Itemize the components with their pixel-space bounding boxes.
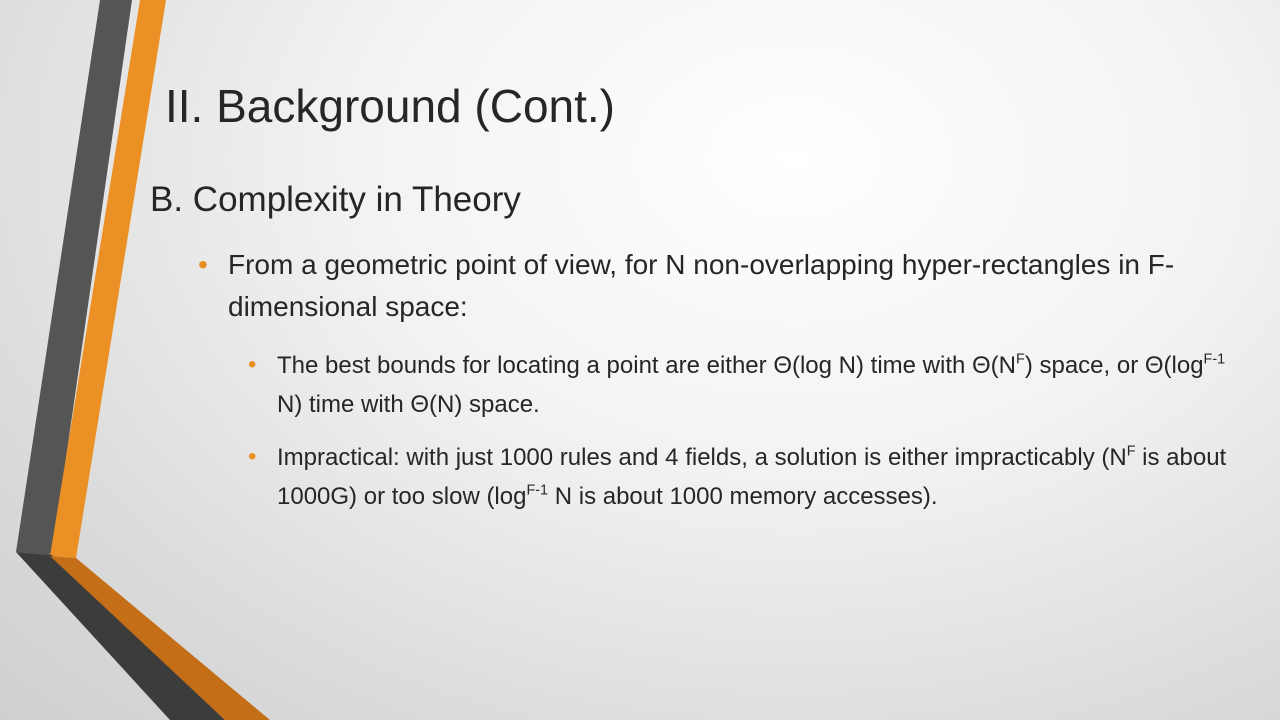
sub-bullet-impractical — [248, 438, 1237, 516]
sub-bullet-text-part-2: is about 1000G) or too slow (log — [277, 444, 1227, 510]
superscript-F-1: F-1 — [1203, 351, 1226, 368]
bullet-dot-icon: • — [248, 443, 257, 470]
sub-bullet-text-part-3: N) time with Θ(N) space. — [277, 391, 540, 418]
sub-bullet-text-part-1: Impractical: with just 1000 rules and 4 fields, a solution is either impracticably (N — [277, 444, 1127, 471]
slide-subheading: B. Complexity in Theory — [150, 180, 521, 219]
sub-bullet-text-part-3: N is about 1000 memory accesses). — [548, 483, 938, 510]
superscript-F: F — [1016, 351, 1025, 368]
bullet-dot-icon: • — [248, 351, 257, 378]
bullet-dot-icon: • — [198, 249, 208, 280]
bullet-geometric-view — [198, 244, 1208, 328]
superscript-F-1: F-1 — [526, 482, 549, 499]
bullet-text: From a geometric point of view, for N non-overlapping hyper-rectangles in F-dimensional space: — [228, 249, 1175, 322]
sub-bullet-text-part-1: The best bounds for locating a point are either Θ(log N) time with Θ(N — [277, 352, 1017, 379]
sub-bullet-best-bounds — [248, 346, 1237, 424]
slide-title: II. Background (Cont.) — [165, 80, 615, 132]
superscript-F: F — [1126, 443, 1136, 460]
dark-diagonal — [16, 552, 225, 720]
sub-bullet-text-part-2: ) space, or Θ(log — [1024, 352, 1204, 379]
